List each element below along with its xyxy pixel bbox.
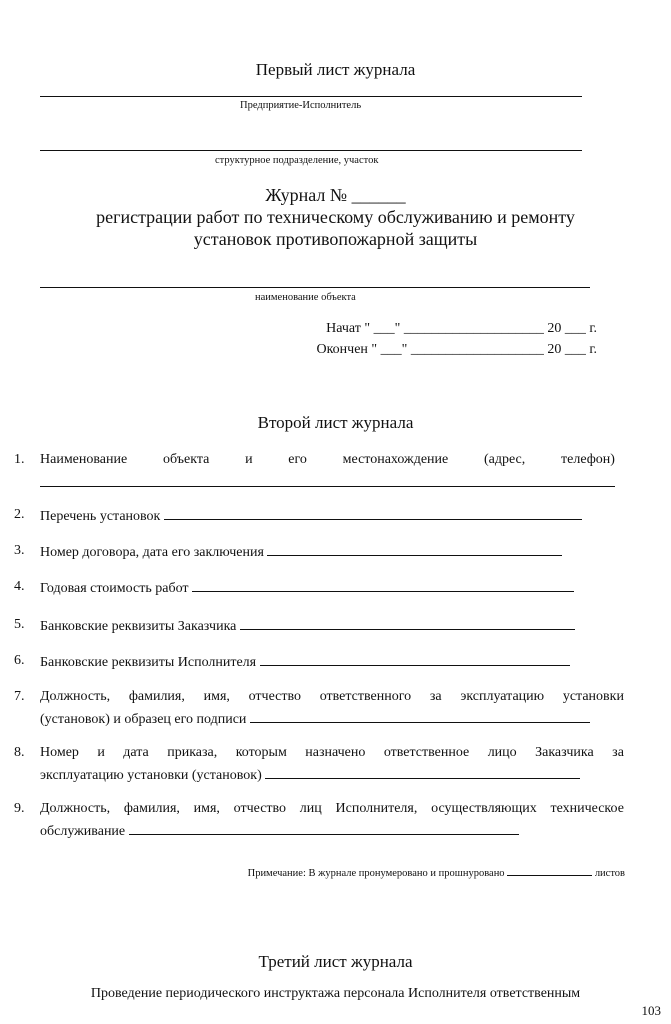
word: за (612, 745, 624, 760)
word: Исполнителя, (335, 801, 418, 816)
word: приказа, (167, 745, 218, 760)
word: Должность, (40, 801, 111, 816)
item-4 (40, 579, 574, 597)
item-9-line1 (40, 801, 624, 817)
item-label: Перечень установок (40, 509, 161, 524)
word: лиц (299, 801, 322, 816)
item-label: Банковские реквизиты Исполнителя (40, 655, 257, 670)
item-2 (40, 507, 582, 525)
word: назначено (305, 745, 366, 760)
item-8-line1 (40, 745, 624, 761)
item-number: 8. (14, 745, 25, 760)
word: отчество (233, 801, 287, 816)
item-6-blank (260, 653, 570, 666)
item-label: Годовая стоимость работ (40, 581, 189, 596)
item-2-blank (164, 507, 582, 520)
item-8-line2 (40, 766, 580, 784)
word: и (245, 452, 253, 467)
item-label: Номер договора, дата его заключения (40, 545, 264, 560)
word: имя, (203, 689, 230, 704)
item-label: (установок) и образец его подписи (40, 712, 247, 727)
word: лицо (487, 745, 517, 760)
item-7-line1 (40, 689, 624, 705)
word: Наименование (40, 452, 128, 467)
word: техническое (550, 801, 624, 816)
note-suffix: листов (594, 868, 625, 879)
object-caption: наименование объекта (255, 292, 356, 303)
item-number: 5. (14, 617, 25, 632)
item-label: эксплуатацию установки (установок) (40, 768, 262, 783)
word: осуществляющих (431, 801, 537, 816)
object-blank-line (40, 287, 590, 288)
item-8-blank (265, 766, 580, 779)
word: и (97, 745, 105, 760)
word: эксплуатацию (460, 689, 545, 704)
word: (адрес, (483, 452, 526, 467)
subdivision-blank-line (40, 150, 582, 151)
journal-description-line2: установок противопожарной защиты (193, 229, 478, 249)
item-label: обслуживание (40, 824, 126, 839)
word: ответственного (319, 689, 412, 704)
item-5-blank (240, 617, 575, 630)
item-3-blank (267, 543, 562, 556)
word: дата (123, 745, 149, 760)
item-number: 1. (14, 452, 25, 467)
journal-description-line1: регистрации работ по техническому обслуживанию и ремонту (96, 207, 575, 227)
word: местонахождение (342, 452, 449, 467)
item-number: 7. (14, 689, 25, 704)
word: объекта (162, 452, 210, 467)
item-9-blank (129, 822, 519, 835)
item-number: 4. (14, 579, 25, 594)
subdivision-caption: структурное подразделение, участок (215, 155, 379, 166)
page-number: 103 (641, 1003, 661, 1018)
word: телефон) (561, 452, 615, 467)
item-label: Банковские реквизиты Заказчика (40, 619, 237, 634)
item-number: 3. (14, 543, 25, 558)
word: Должность, (40, 689, 111, 704)
sheet2-note (248, 865, 625, 879)
item-number: 2. (14, 507, 25, 522)
item-9-line2 (40, 822, 519, 840)
item-7-line2 (40, 710, 590, 728)
sheet3-subtitle: Проведение периодического инструктажа персонала Исполнителя ответственным (90, 986, 581, 1001)
item-7-blank (250, 710, 590, 723)
word: Номер (40, 745, 79, 760)
item-3 (40, 543, 562, 561)
word: ответственное (383, 745, 470, 760)
item-1-line1 (40, 452, 615, 468)
word: имя, (193, 801, 220, 816)
note-text: Примечание: В журнале пронумеровано и прошнуровано (247, 868, 505, 879)
sheet2-title: Второй лист журнала (257, 413, 414, 432)
sheet3-title: Третий лист журнала (258, 952, 413, 971)
started-date: Начат " ___" ____________________ 20 ___ г. (326, 321, 597, 336)
word: за (429, 689, 442, 704)
sheet1-title: Первый лист журнала (255, 60, 416, 79)
finished-date: Окончен " ___" ___________________ 20 ___ г. (316, 342, 597, 357)
word: которым (235, 745, 287, 760)
word: установки (562, 689, 624, 704)
enterprise-caption: Предприятие-Исполнитель (240, 100, 362, 111)
word: фамилия, (128, 689, 185, 704)
enterprise-blank-line (40, 96, 582, 97)
word: отчество (248, 689, 301, 704)
item-number: 6. (14, 653, 25, 668)
item-1-blank-line (40, 486, 615, 487)
item-5 (40, 617, 575, 635)
word: Заказчика (535, 745, 594, 760)
word: его (288, 452, 307, 467)
item-number: 9. (14, 801, 25, 816)
note-blank (507, 865, 592, 876)
item-4-blank (192, 579, 574, 592)
item-6 (40, 653, 570, 671)
word: фамилия, (123, 801, 180, 816)
journal-number: Журнал № ______ (265, 185, 406, 205)
